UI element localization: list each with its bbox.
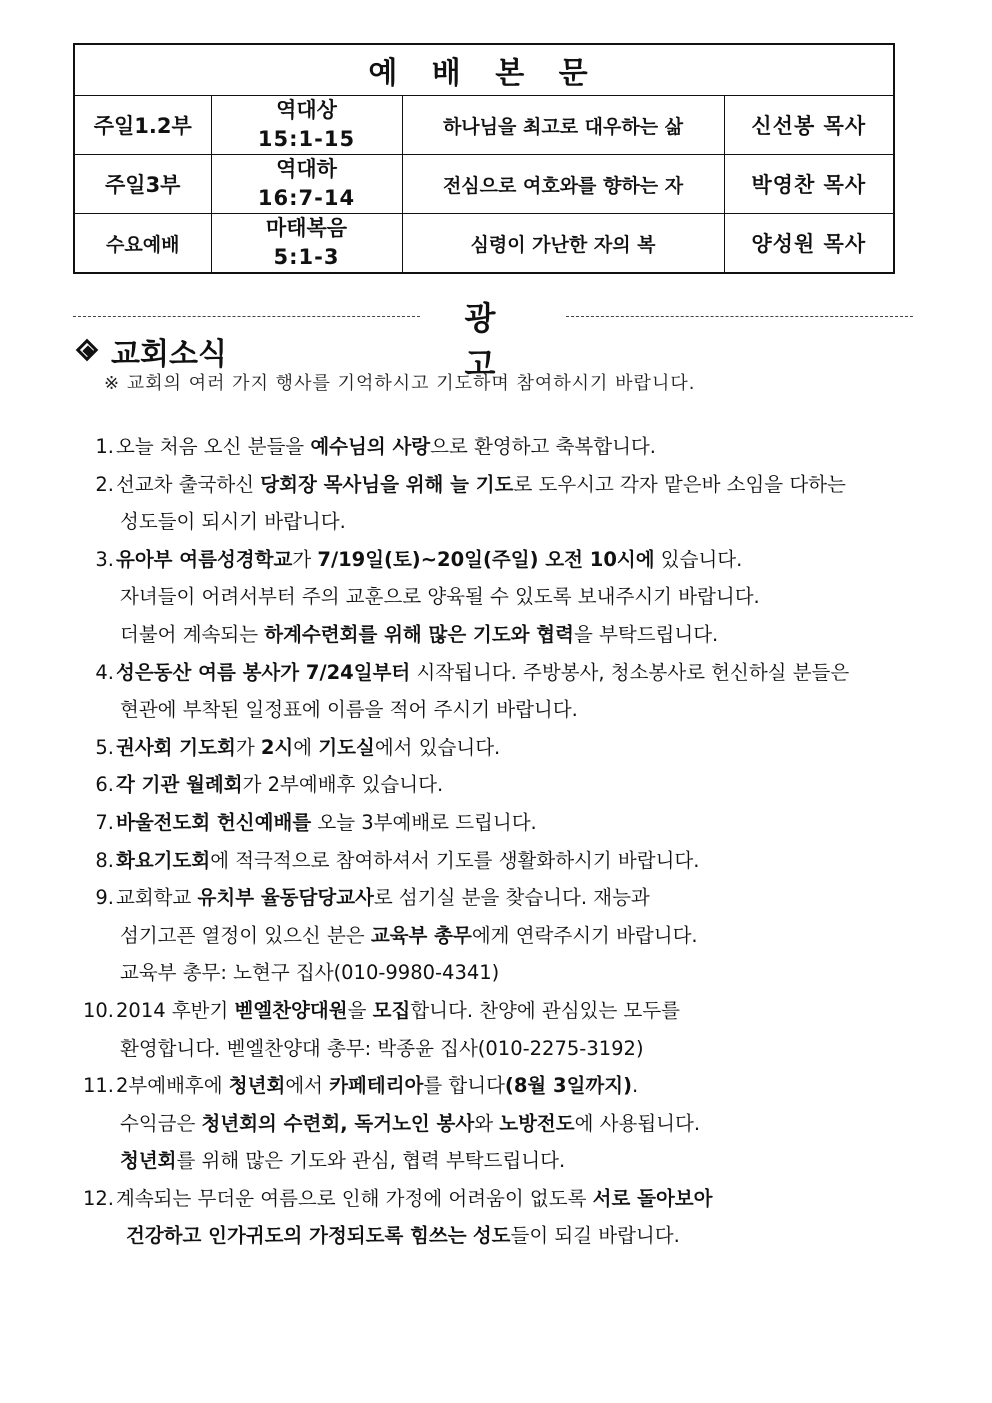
- section-note: ※ 교회의 여러 가지 행사를 기억하시고 기도하며 참여하시기 바랍니다.: [104, 373, 696, 394]
- plain-text: 가: [235, 735, 261, 759]
- item-line: [116, 1142, 930, 1180]
- announcement-item: [70, 1180, 930, 1255]
- plain-text: .: [632, 1074, 639, 1098]
- emphasis-text: 성은동산 여름 봉사가 7/24일부터: [116, 660, 411, 684]
- item-text: [70, 466, 930, 541]
- plain-text: 에서 있습니다.: [374, 735, 501, 759]
- plain-text: 를 합니다: [423, 1074, 505, 1098]
- plain-text: 들이 되길 바랍니다.: [510, 1224, 680, 1248]
- item-text: [70, 654, 930, 729]
- emphasis-text: 유치부 율동담당교사: [197, 886, 374, 910]
- emphasis-text: 2시: [260, 735, 294, 759]
- announcement-item: [70, 992, 930, 1067]
- item-line: [116, 879, 930, 917]
- announcement-list: [70, 428, 930, 1255]
- item-line: [116, 954, 930, 992]
- item-line: [116, 616, 930, 654]
- emphasis-text: 7/19일(토)~20일(주일) 오전 10시에: [317, 547, 655, 571]
- item-line: [116, 842, 930, 880]
- plain-text: 환영합니다. 벧엘찬양대 총무: 박종윤 집사(010-2275-3192): [120, 1036, 644, 1060]
- emphasis-text: 모집: [372, 998, 411, 1022]
- preacher: 박영찬 목사: [724, 155, 894, 214]
- item-line: [116, 804, 930, 842]
- item-line: [116, 466, 930, 504]
- item-line: [116, 1030, 930, 1068]
- item-line: [116, 428, 930, 466]
- plain-text: 을 부탁드립니다.: [573, 622, 719, 646]
- emphasis-text: 권사회 기도회: [116, 735, 236, 759]
- plain-text: 에: [293, 735, 319, 759]
- plain-text: 합니다. 찬양에 관심있는 모두를: [410, 998, 680, 1022]
- item-number: 9.: [95, 886, 114, 910]
- scripture-passage: [211, 96, 402, 155]
- announcement-item: [70, 879, 930, 992]
- announcement-item: [70, 804, 930, 842]
- item-number: 7.: [95, 810, 114, 834]
- item-line: [116, 1180, 930, 1218]
- passage-ref: 15:1-15: [257, 127, 356, 151]
- item-number: 10.: [82, 998, 114, 1022]
- item-line: [116, 578, 930, 616]
- announcement-item: [70, 466, 930, 541]
- passage-book: 역대상: [276, 98, 337, 122]
- sermon-row: [74, 96, 894, 155]
- sermon-title: 하나님을 최고로 대우하는 삶: [402, 96, 724, 155]
- emphasis-text: 바울전도회 헌신예배를: [116, 810, 312, 834]
- section-title: 교회소식: [111, 337, 227, 372]
- item-text: [70, 541, 930, 654]
- emphasis-text: 카페테리아: [329, 1074, 424, 1098]
- announcement-item: [70, 654, 930, 729]
- item-number: 1.: [95, 435, 114, 458]
- plain-text: 에 사용됩니다.: [574, 1111, 701, 1135]
- item-text: [70, 842, 930, 880]
- emphasis-text: 화요기도회: [116, 848, 211, 872]
- item-line: [116, 503, 930, 541]
- service-name: 주일3부: [74, 155, 211, 214]
- plain-text: 교육부 총무: 노현구 집사(010-9980-4341): [120, 961, 500, 985]
- plain-text: 2부예배후에: [116, 1074, 229, 1098]
- item-number: 4.: [95, 660, 114, 684]
- preacher: 신선봉 목사: [724, 96, 894, 155]
- item-number: 3.: [95, 547, 114, 571]
- plain-text: 시작됩니다. 주방봉사, 청소봉사로 헌신하실 분들은: [410, 660, 850, 684]
- emphasis-text: 청년회: [120, 1149, 177, 1173]
- plain-text: 을: [347, 998, 373, 1022]
- scripture-passage: [211, 214, 402, 274]
- item-text: [70, 804, 930, 842]
- emphasis-text: 서로 돌아보아: [592, 1186, 713, 1210]
- passage-ref: 5:1-3: [273, 245, 340, 269]
- plain-text: 현관에 부착된 일정표에 이름을 적어 주시기 바랍니다.: [120, 698, 578, 722]
- sermon-table-title: 예 배 본 문: [74, 44, 894, 96]
- item-text: [70, 729, 930, 767]
- announcement-item: [70, 541, 930, 654]
- dashed-rule: [566, 316, 913, 317]
- diamond-bullet-icon: [77, 340, 99, 362]
- plain-text: 에서: [285, 1074, 330, 1098]
- announcement-item: [70, 428, 930, 466]
- plain-text: 있습니다.: [654, 547, 743, 571]
- service-name: 주일1.2부: [74, 96, 211, 155]
- emphasis-text: 청년회의 수련회, 독거노인 봉사: [201, 1111, 475, 1135]
- emphasis-text: (8월 3일까지): [504, 1074, 633, 1098]
- item-number: 6.: [95, 773, 114, 797]
- emphasis-text: 벧엘찬양대원: [234, 998, 348, 1022]
- plain-text: 성도들이 되시기 바랍니다.: [120, 510, 346, 534]
- service-name: 수요예배: [74, 214, 211, 274]
- item-line: [116, 917, 930, 955]
- plain-text: 계속되는 무더운 여름으로 인해 가정에 어려움이 없도록: [116, 1186, 593, 1210]
- item-line: [116, 1067, 930, 1105]
- item-number: 12.: [82, 1186, 114, 1210]
- item-line: [116, 1217, 930, 1255]
- sermon-title: 전심으로 여호와를 향하는 자: [402, 155, 724, 214]
- plain-text: 와: [474, 1111, 500, 1135]
- emphasis-text: 하계수련회를 위해 많은 기도와 협력: [264, 622, 574, 646]
- sermon-title: 심령이 가난한 자의 복: [402, 214, 724, 274]
- plain-text: 더불어 계속되는: [120, 622, 265, 646]
- item-line: [116, 691, 930, 729]
- item-number: 5.: [95, 735, 114, 759]
- item-line: [116, 766, 930, 804]
- dashed-rule: [73, 316, 420, 317]
- item-text: [70, 1067, 930, 1180]
- announcement-item: [70, 1067, 930, 1180]
- emphasis-text: 노방전도: [499, 1111, 575, 1135]
- item-line: [116, 654, 930, 692]
- plain-text: 자녀들이 어려서부터 주의 교훈으로 양육될 수 있도록 보내주시기 바랍니다.: [120, 585, 760, 609]
- item-number: 8.: [95, 848, 114, 872]
- sermon-table: [73, 43, 895, 274]
- plain-text: 으로 환영하고 축복합니다.: [430, 435, 656, 458]
- item-line: [116, 1105, 930, 1143]
- item-line: [116, 992, 930, 1030]
- preacher: 양성원 목사: [724, 214, 894, 274]
- plain-text: 오늘 3부예배로 드립니다.: [311, 810, 537, 834]
- emphasis-text: 각 기관 월례회: [116, 773, 243, 797]
- item-text: [70, 428, 930, 466]
- plain-text: 오늘 처음 오신 분들을: [116, 435, 311, 458]
- plain-text: 로 섬기실 분을 찾습니다. 재능과: [373, 886, 650, 910]
- plain-text: 가: [292, 547, 318, 571]
- passage-ref: 16:7-14: [257, 186, 356, 210]
- plain-text: 가 2부예배후 있습니다.: [242, 773, 444, 797]
- section-heading: [77, 329, 227, 373]
- emphasis-text: 당회장 목사님을 위해 늘 기도: [260, 472, 514, 496]
- plain-text: 를 위해 많은 기도와 관심, 협력 부탁드립니다.: [176, 1149, 566, 1173]
- emphasis-text: 청년회: [228, 1074, 286, 1098]
- plain-text: 선교차 출국하신: [116, 472, 261, 496]
- item-text: [70, 992, 930, 1067]
- item-line: [116, 541, 930, 579]
- sermon-row: [74, 214, 894, 274]
- emphasis-text: 성도: [472, 1224, 511, 1248]
- item-text: [70, 766, 930, 804]
- plain-text: 섬기고픈 열정이 있으신 분은: [120, 923, 371, 947]
- plain-text: 에게 연락주시기 바랍니다.: [471, 923, 698, 947]
- sermon-row: [74, 155, 894, 214]
- scripture-passage: [211, 155, 402, 214]
- emphasis-text: 기도실: [318, 735, 375, 759]
- plain-text: 로 도우시고 각자 맡은바 소임을 다하는: [513, 472, 846, 496]
- plain-text: 에 적극적으로 참여하셔서 기도를 생활화하시기 바랍니다.: [210, 848, 700, 872]
- emphasis-text: 건강하고 인가귀도의 가정되도록 힘쓰는: [126, 1224, 467, 1248]
- announcement-item: [70, 729, 930, 767]
- emphasis-text: 예수님의 사랑: [310, 435, 431, 458]
- emphasis-text: 교육부 총무: [370, 923, 472, 947]
- plain-text: 수익금은: [120, 1111, 202, 1135]
- announcement-item: [70, 766, 930, 804]
- item-number: 2.: [95, 472, 114, 496]
- passage-book: 역대하: [276, 157, 337, 181]
- item-line: [116, 729, 930, 767]
- emphasis-text: 유아부 여름성경학교: [116, 547, 293, 571]
- plain-text: 2014 후반기: [116, 998, 235, 1022]
- item-text: [70, 1180, 930, 1255]
- item-number: 11.: [82, 1074, 114, 1098]
- item-text: [70, 879, 930, 992]
- passage-book: 마태복음: [265, 216, 348, 240]
- plain-text: 교회학교: [116, 886, 198, 910]
- announcement-item: [70, 842, 930, 880]
- announcements-heading: 광 고: [464, 299, 524, 383]
